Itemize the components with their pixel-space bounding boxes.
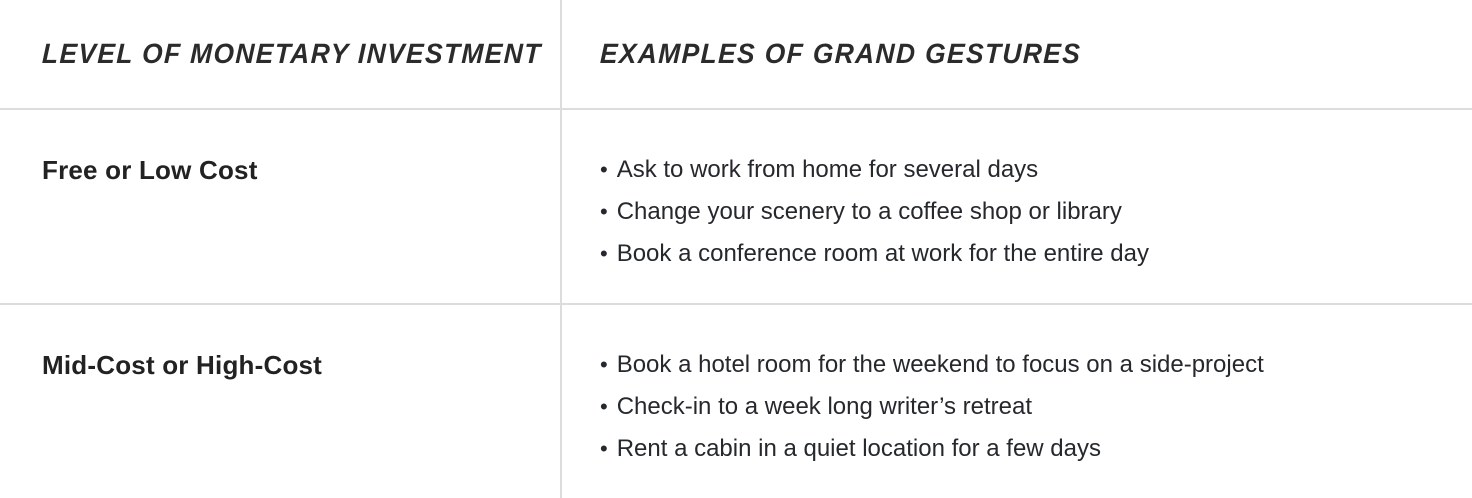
list-item-text: Ask to work from home for several days [616, 156, 1039, 183]
list-item-text: Change your scenery to a coffee shop or library [616, 198, 1122, 225]
row-label-cell-free-or-low-cost [0, 108, 560, 303]
column-header-investment-level [0, 0, 560, 108]
examples-cell-mid-or-high-cost [560, 303, 1472, 498]
list-item-text: Book a conference room at work for the entire day [616, 240, 1149, 267]
column-header-label: LEVEL OF MONETARY INVESTMENT [41, 38, 543, 69]
column-header-grand-gestures [560, 0, 1472, 108]
bullet-icon: • [600, 157, 608, 182]
list-item-text: Check-in to a week long writer’s retreat [616, 393, 1032, 420]
list-item [600, 344, 1452, 386]
bullet-icon: • [600, 241, 608, 266]
row-label-cell-mid-or-high-cost [0, 303, 560, 498]
column-header-label: EXAMPLES OF GRAND GESTURES [599, 38, 1082, 69]
list-item [600, 386, 1452, 428]
examples-cell-free-or-low-cost [560, 108, 1472, 303]
list-item-text: Book a hotel room for the weekend to focus on a side-project [616, 351, 1264, 378]
list-item [600, 428, 1452, 470]
list-item [600, 191, 1452, 233]
list-item-text: Rent a cabin in a quiet location for a few days [616, 435, 1101, 462]
bullet-icon: • [600, 394, 608, 419]
bullet-icon: • [600, 436, 608, 461]
row-label: Free or Low Cost [42, 155, 258, 185]
list-item [600, 149, 1452, 191]
row-label: Mid-Cost or High-Cost [42, 350, 323, 380]
bullet-icon: • [600, 199, 608, 224]
list-item [600, 233, 1452, 275]
bullet-icon: • [600, 352, 608, 377]
